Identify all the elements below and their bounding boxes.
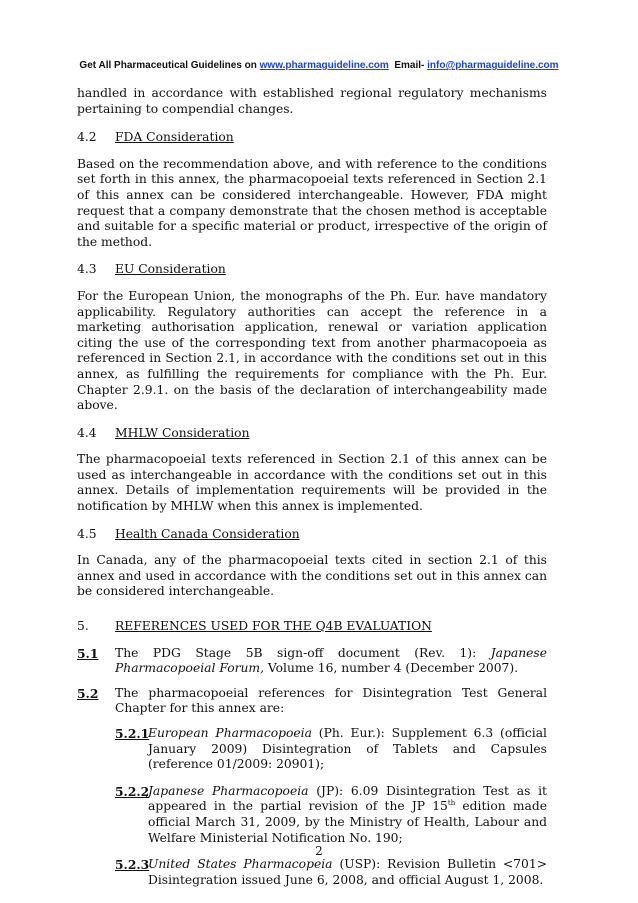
email-link[interactable]: info@pharmaguideline.com (427, 60, 559, 71)
paragraph-4-2: Based on the recommendation above, and with reference to the conditions set forth in this annex, the pharmacopoeial texts referenced in Section 2.1 of this annex can be considered interchangeable. However, FDA might request that a company demonstrate that the chosen method is acceptable and suitable for a specific material or product, irrespective of the origin of the method. (77, 156, 547, 249)
page-header (0, 60, 638, 71)
heading-title: FDA Consideration (115, 130, 234, 145)
item-rest: (Ph. Eur.): Supplement 6.3 (official January 2009) Disintegration of Tablets and Capsules (reference 01/2009: 20901); (148, 726, 547, 772)
item-italic-title: Japanese Pharmacopoeia (148, 783, 309, 798)
paragraph-4-3: For the European Union, the monographs of the Ph. Eur. have mandatory applicability. Regulatory authorities can accept the reference in a marketing authorisation application, renewal or variation application citing the use of the corresponding text from another pharmacopoeia as referenced in Section 2.1, in accordance with the conditions set out in this annex, as fulfilling the requirements for compliance with the Ph. Eur. Chapter 2.9.1. on the basis of the declaration of interchangeability made above. (77, 288, 547, 413)
paragraph-4-4: The pharmacopoeial texts referenced in Section 2.1 of this annex can be used as interchangeable in accordance with the conditions set out in this annex. Details of implementation requirements will be provided in the notification by MHLW when this annex is implemented. (77, 452, 547, 514)
heading-title: Health Canada Consideration (115, 526, 300, 541)
heading-4-5 (77, 527, 547, 543)
site-link[interactable]: www.pharmaguideline.com (259, 60, 389, 71)
heading-4-4 (77, 426, 547, 442)
heading-number: 4.5 (77, 526, 97, 541)
heading-number: 4.4 (77, 425, 97, 440)
item-italic-title: United States Pharmacopeia (148, 857, 333, 872)
heading-number: 5. (77, 619, 89, 634)
heading-4-3 (77, 262, 547, 278)
intro-paragraph: handled in accordance with established regional regulatory mechanisms pertaining to compendial changes. (77, 86, 547, 116)
reference-5-2-1 (115, 726, 547, 773)
item-rest: (JP): 6.09 Disintegration Test as it appeared in the partial revision of the JP 15 (148, 783, 547, 814)
reference-5-1 (77, 646, 547, 677)
reference-5-2-3 (115, 857, 547, 888)
item-italic-title: Japanese Pharmacopoeial Forum, (115, 645, 547, 676)
item-rest-2: edition made official March 31, 2009, by the Ministry of Health, Labour and Welfare Ministerial Notification No. 190; (148, 799, 547, 845)
heading-title: REFERENCES USED FOR THE Q4B EVALUATION (115, 619, 432, 634)
paragraph-4-5: In Canada, any of the pharmacopoeial texts cited in section 2.1 of this annex and used in accordance with the conditions set out in this annex can be considered interchangeable. (77, 553, 547, 599)
reference-5-2-2 (115, 784, 547, 846)
item-number: 5.2.2 (115, 783, 150, 799)
item-number: 5.2 (77, 685, 99, 701)
heading-number: 4.2 (77, 130, 97, 145)
header-email-label: Email- (394, 60, 428, 71)
heading-4-2 (77, 130, 547, 146)
page-number: 2 (315, 844, 323, 858)
item-number: 5.2.1 (115, 726, 150, 741)
item-italic-title: European Pharmacopoeia (148, 726, 312, 740)
heading-title: MHLW Consideration (115, 425, 250, 440)
header-prefix: Get All Pharmaceutical Guidelines on (79, 60, 260, 71)
heading-5 (77, 619, 547, 635)
document-body (77, 86, 547, 888)
heading-number: 4.3 (77, 262, 97, 277)
item-text: The pharmacopoeial references for Disintegration Test General Chapter for this annex are: (115, 685, 547, 716)
item-number: 5.1 (77, 645, 99, 661)
item-superscript: th (447, 799, 456, 808)
item-rest: (USP): Revision Bulletin <701> Disintegration issued June 6, 2008, and official August 1, 2008. (148, 857, 548, 887)
item-lead: The PDG Stage 5B sign-off document (Rev. 1): (115, 645, 491, 660)
item-number: 5.2.3 (115, 857, 150, 873)
heading-title: EU Consideration (115, 262, 226, 277)
item-rest: Volume 16, number 4 (December 2007). (263, 661, 519, 676)
reference-5-2 (77, 686, 547, 717)
